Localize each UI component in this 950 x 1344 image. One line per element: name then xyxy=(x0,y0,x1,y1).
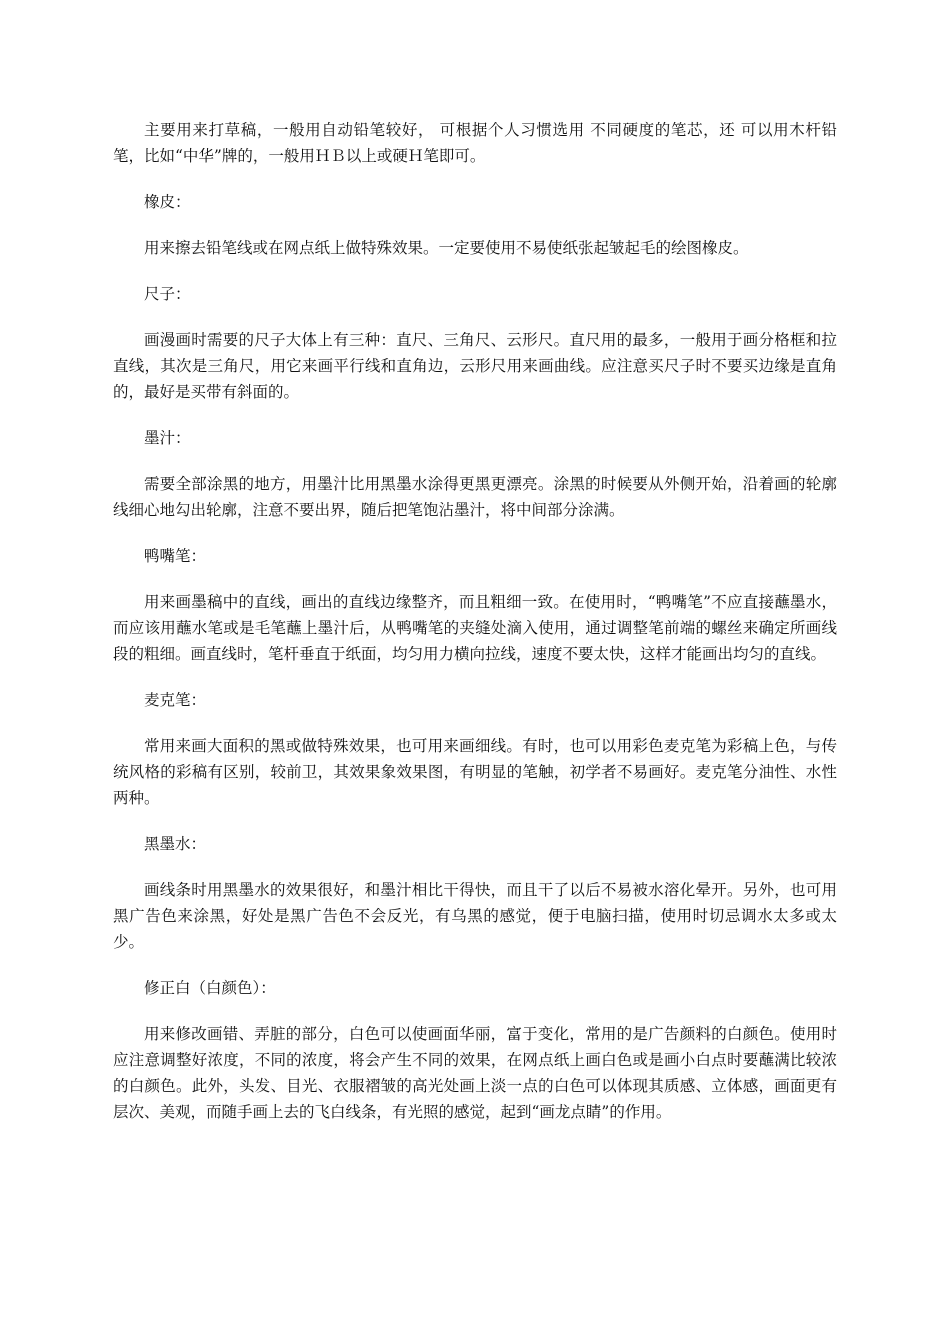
paragraph-marker-desc: 常用来画大面积的黑或做特殊效果，也可用来画细线。有时，也可以用彩色麦克笔为彩稿上色，与传统风格的彩稿有区别，较前卫，其效果象效果图，有明显的笔触，初学者不易画好。麦克笔分油性、水性两种。 xyxy=(113,737,837,807)
paragraph-pencil-desc: 主要用来打草稿，一般用自动铅笔较好， 可根据个人习惯选用 不同硬度的笔芯，还 可以用木杆铅笔，比如“中华”牌的，一般用ＨＢ以上或硬Ｈ笔即可。 xyxy=(113,121,837,165)
document-body xyxy=(113,117,837,1125)
heading-ink: 墨汁： xyxy=(144,429,191,447)
heading-black-ink: 黑墨水： xyxy=(144,835,207,853)
heading-ruler: 尺子： xyxy=(144,285,191,303)
paragraph-eraser-desc: 用来擦去铅笔线或在网点纸上做特殊效果。一定要使用不易使纸张起皱起毛的绘图橡皮。 xyxy=(144,239,749,257)
paragraph-correction-white-desc: 用来修改画错、弄脏的部分，白色可以使画面华丽，富于变化，常用的是广告颜料的白颜色。使用时应注意调整好浓度，不同的浓度，将会产生不同的效果，在网点纸上画白色或是画小白点时要蘸满比较浓的白颜色。此外，头发、目光、衣服褶皱的高光处画上淡一点的白色可以体现其质感、立体感，画面更有层次、美观，而随手画上去的飞白线条，有光照的感觉，起到“画龙点睛”的作用。 xyxy=(113,1025,837,1121)
paragraph-ink-desc: 需要全部涂黑的地方，用墨汁比用黑墨水涂得更黑更漂亮。涂黑的时候要从外侧开始，沿着画的轮廓线细心地勾出轮廓，注意不要出界，随后把笔饱沾墨汁，将中间部分涂满。 xyxy=(113,475,837,519)
paragraph-ruling-pen-desc: 用来画墨稿中的直线，画出的直线边缘整齐，而且粗细一致。在使用时，“鸭嘴笔”不应直接蘸墨水，而应该用蘸水笔或是毛笔蘸上墨汁后，从鸭嘴笔的夹缝处滴入使用，通过调整笔前端的螺丝来确定所画线段的粗细。画直线时，笔杆垂直于纸面，均匀用力横向拉线，速度不要太快，这样才能画出均匀的直线。 xyxy=(113,593,837,663)
heading-marker: 麦克笔： xyxy=(144,691,207,709)
paragraph-black-ink-desc: 画线条时用黑墨水的效果很好，和墨汁相比干得快，而且干了以后不易被水溶化晕开。另外，也可用黑广告色来涂黑，好处是黑广告色不会反光，有乌黑的感觉，便于电脑扫描，使用时切忌调水太多或太少。 xyxy=(113,881,837,951)
heading-eraser: 橡皮： xyxy=(144,193,191,211)
paragraph-ruler-desc: 画漫画时需要的尺子大体上有三种：直尺、三角尺、云形尺。直尺用的最多，一般用于画分格框和拉直线，其次是三角尺，用它来画平行线和直角边，云形尺用来画曲线。应注意买尺子时不要买边缘是直角的，最好是买带有斜面的。 xyxy=(113,331,837,401)
heading-correction-white: 修正白（白颜色）： xyxy=(144,979,276,997)
heading-ruling-pen: 鸭嘴笔： xyxy=(144,547,207,565)
